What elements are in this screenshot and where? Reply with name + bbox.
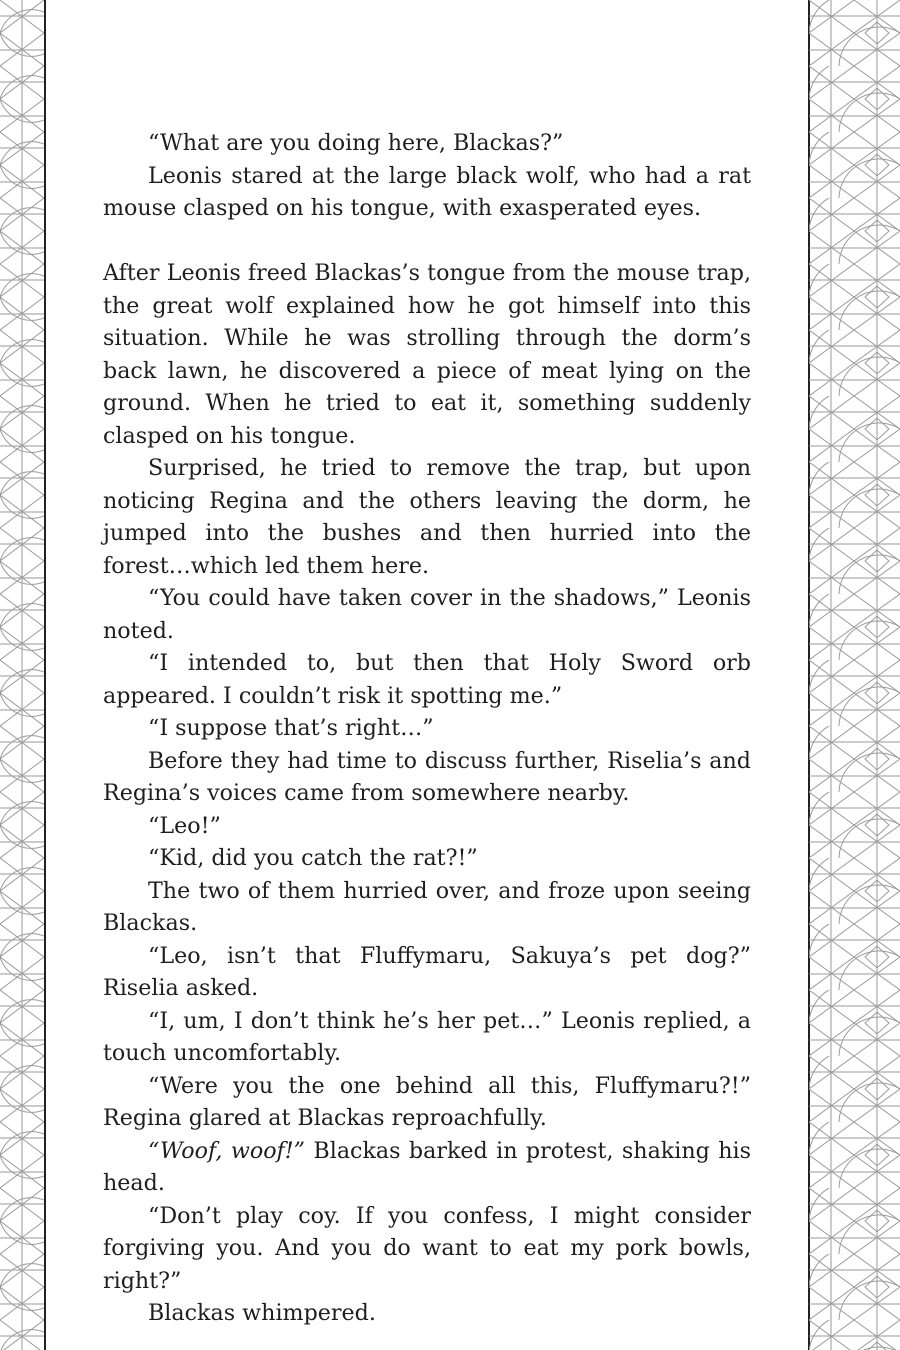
paragraph: “I suppose that’s right…” [148, 715, 434, 741]
paragraph [103, 1135, 751, 1200]
woof-italic: “Woof, woof!” [148, 1137, 306, 1164]
right-decorative-border [809, 0, 900, 1350]
left-decorative-border [0, 0, 44, 1350]
woof-rest: Blackas barked in protest, shaking his head. [103, 1137, 751, 1196]
paragraph: The two of them hurried over, and froze upon seeing Blackas. [103, 877, 751, 936]
paragraph: “You could have taken cover in the shadows,” Leonis noted. [103, 585, 751, 644]
paragraph: “Leo, isn’t that Fluffymaru, Sakuya’s pet dog?” Riselia asked. [103, 942, 751, 1001]
paragraph: “Kid, did you catch the rat?!” [148, 845, 478, 871]
paragraph: Leonis stared at the large black wolf, who had a rat mouse clasped on his tongue, with exasperated eyes. [103, 162, 751, 221]
paragraph: “Were you the one behind all this, Fluffymaru?!” Regina glared at Blackas reproachfully. [103, 1072, 751, 1131]
scene-break [103, 225, 751, 258]
paragraph: “I, um, I don’t think he’s her pet…” Leonis replied, a touch uncomfortably. [103, 1007, 751, 1066]
paragraph: Surprised, he tried to remove the trap, but upon noticing Regina and the others leaving the dorm, he jumped into the bushes and then hurried into the forest…which led them here. [103, 455, 751, 579]
paragraph: Before they had time to discuss further, Riselia’s and Regina’s voices came from somewhere nearby. [103, 747, 751, 806]
paragraph: “What are you doing here, Blackas?” [148, 130, 564, 156]
paragraph: “I intended to, but then that Holy Sword orb appeared. I couldn’t risk it spotting me.” [103, 650, 751, 709]
body-text [103, 127, 751, 1330]
left-border-rule [44, 0, 46, 1350]
paragraph: Blackas whimpered. [148, 1300, 376, 1326]
paragraph: After Leonis freed Blackas’s tongue from the mouse trap, the great wolf explained how he got himself into this situation. While he was strolling through the dorm’s back lawn, he discovered a piece of meat lying on the ground. When he tried to eat it, something suddenly clasped on his tongue. [103, 260, 751, 449]
paragraph: “Don’t play coy. If you confess, I might consider forgiving you. And you do want to eat my pork bowls, right?” [103, 1202, 751, 1294]
paragraph: “Leo!” [148, 812, 221, 839]
